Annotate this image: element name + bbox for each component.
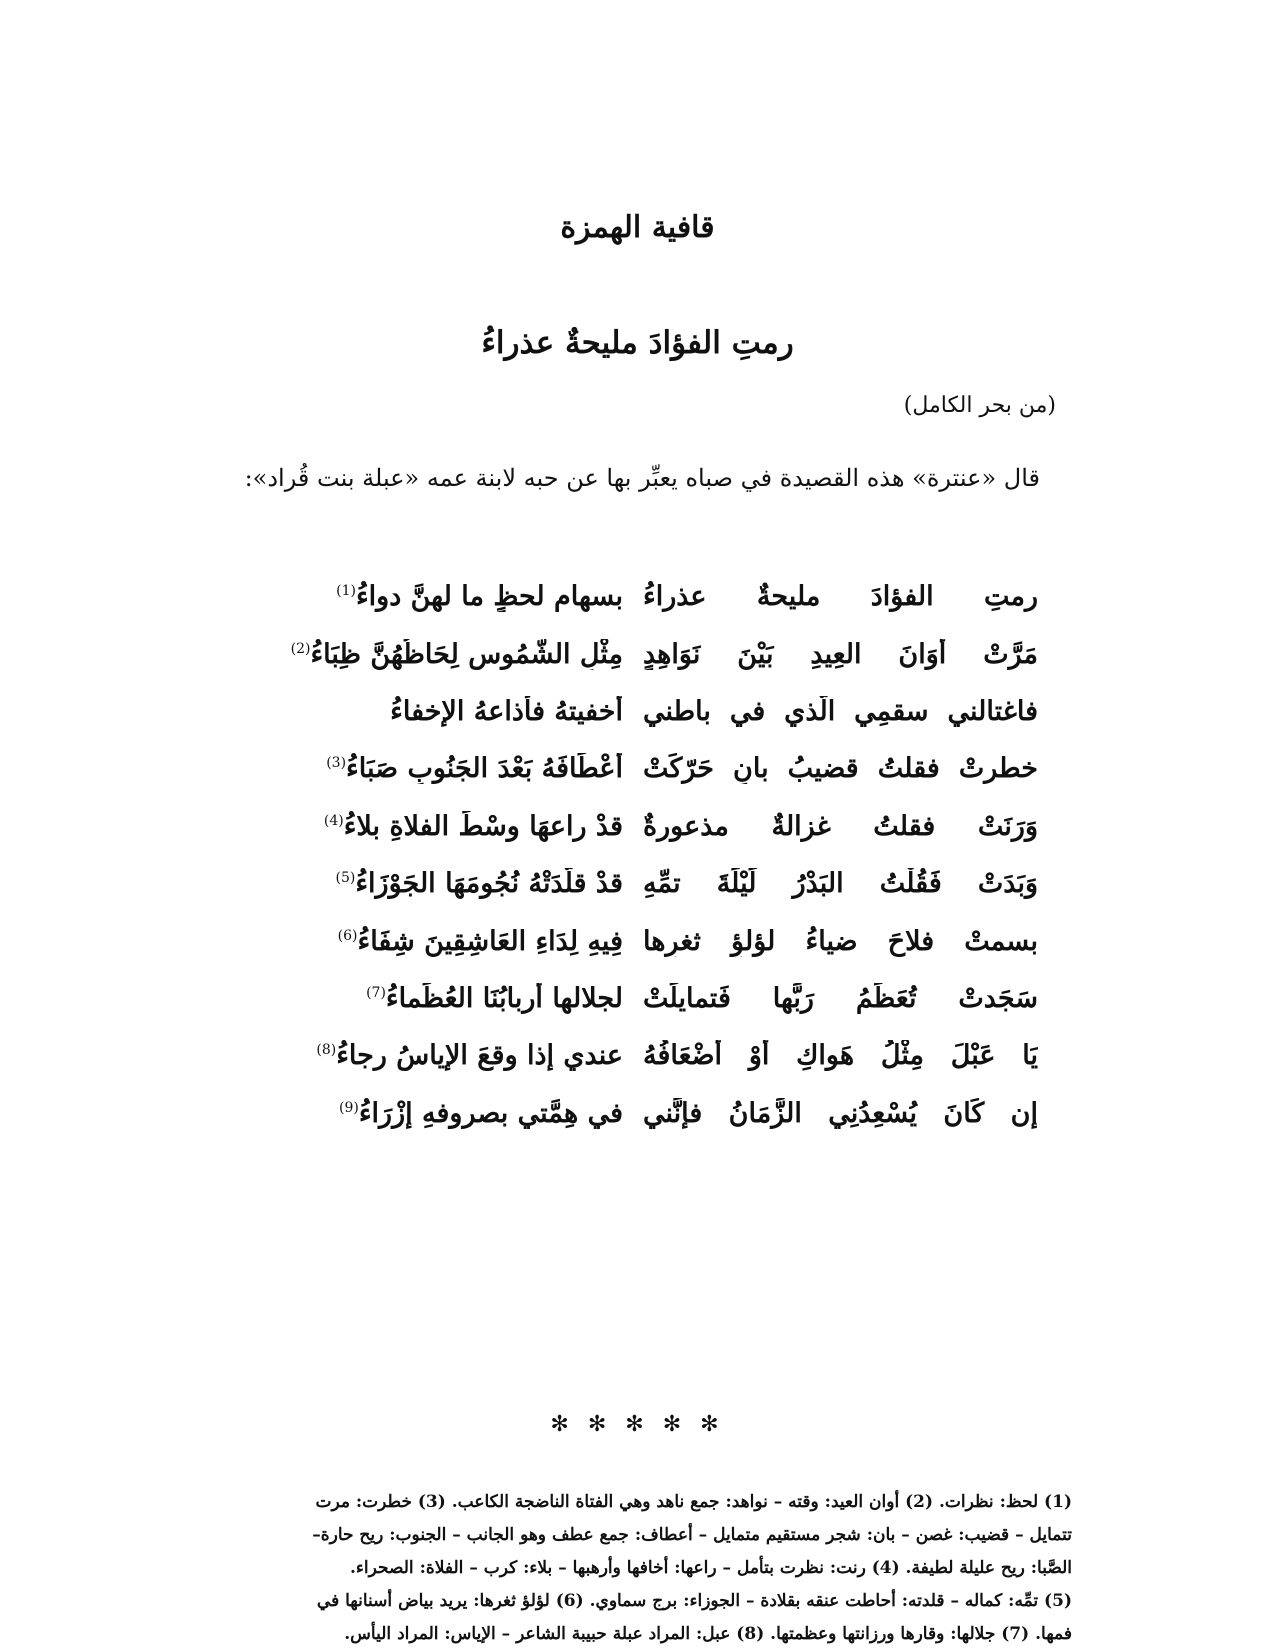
footnote-marker: (4) [323, 812, 344, 829]
verse-line [228, 1027, 1038, 1084]
footnote-line: فمها. (7) جلالها: وقارها ورزانتها وعظمتها. (8) عبل: المراد عبلة حبيبة الشاعر – الإياس: المراد اليأس. [344, 1624, 1072, 1644]
meter-label: (من بحر الكامل) [903, 393, 1056, 418]
verse-first-hemistich: وَرَنَتْ فقلتُ غزالةٌ مذعورةٌ [643, 810, 1038, 842]
footnote-marker: (7) [366, 984, 386, 1001]
verse-first-hemistich: رمتِ الفؤادَ مليحةٌ عذراءُ [643, 581, 1038, 613]
footnote-marker: (5) [335, 870, 356, 887]
intro-paragraph: قال «عنترة» هذه القصيدة في صباه يعبِّر بها عن حبه لابنة عمه «عبلة بنت قُراد»: [244, 464, 1040, 492]
verse-line [228, 683, 1038, 740]
verse-second-text: في هِمَّتي بصروفهِ إزْرَاءُ [358, 1097, 623, 1129]
verse-second-hemistich [228, 753, 623, 784]
poem-verses [228, 568, 1038, 1142]
footnote-line: تتمايل – قضيب: غصن – بان: شجر مستقيم متمايل – أعطاف: جمع عطف وهو الجانب – الجنوب: ريح حارة– [312, 1525, 1072, 1545]
verse-line [228, 855, 1038, 912]
verse-first-hemistich: يَا عَبْلَ مِثْلُ هَواكِ أَوْ أَضْعَافُهُ [643, 1040, 1038, 1072]
verse-line [228, 970, 1038, 1027]
verse-second-hemistich [228, 1040, 623, 1071]
verse-second-hemistich [228, 1098, 623, 1129]
verse-first-hemistich: وَبَدَتْ فَقُلْتُ البَدْرُ لَيْلَةَ تمِّهِ [643, 868, 1038, 900]
verse-second-text: أخفيتهُ فأذاعهُ الإخفاءُ [390, 695, 623, 727]
verse-second-hemistich [228, 639, 623, 670]
footnote-line: (5) تمِّه: كماله – قلدته: أحاطت عنقه بقلادة – الجوزاء: برج سماوي. (6) لؤلؤ ثغرها: يريد بياض أسنانها في [316, 1591, 1072, 1611]
verse-second-hemistich [228, 581, 623, 612]
section-separator: ✻ ✻ ✻ ✻ ✻ [550, 1412, 725, 1437]
verse-second-text: فِيهِ لِدَاءِ العَاشِقِينَ شِفَاءُ [357, 925, 623, 957]
verse-second-text: عندي إذا وقعَ الإياسُ رجاءُ [336, 1040, 623, 1072]
verse-second-text: بسهامِ لحظٍ ما لهنَّ دواءُ [355, 581, 623, 613]
verse-line [228, 625, 1038, 682]
verse-first-hemistich: إن كَانَ يُسْعِدُنِي الزَّمَانُ فإنَّني [643, 1097, 1038, 1129]
verse-line [228, 740, 1038, 797]
verse-first-hemistich: مَرَّتْ أوَانَ العِيدِ بَيْنَ نَوَاهِدٍ [643, 638, 1038, 670]
verse-line [228, 912, 1038, 969]
verse-first-hemistich: خطرتْ فقلتُ قضيبُ بانٍ حَرّكَتْ [643, 753, 1038, 785]
verse-second-hemistich [228, 983, 623, 1014]
verse-first-hemistich: فاغتالني سقمِي الَّذي في باطني [643, 695, 1038, 727]
section-title: قافية الهمزة [560, 210, 715, 245]
verse-second-hemistich [228, 868, 623, 899]
verse-second-text: مِثْلِ الشُّمُوسِ لِحَاظُهُنَّ ظِبَاءُ [310, 638, 623, 670]
verse-second-hemistich [228, 811, 623, 842]
footnote-marker: (1) [336, 583, 356, 600]
footnotes [190, 1486, 1072, 1651]
poem-meter [196, 393, 1056, 418]
poem-title: رمتِ الفؤادَ مليحةٌ عذراءُ [481, 325, 794, 361]
verse-second-hemistich [228, 696, 623, 727]
verse-second-hemistich [228, 926, 623, 957]
footnote-marker: (3) [326, 755, 347, 772]
verse-second-text: لجلالها أربابُنَا العُظَماءُ [385, 982, 623, 1014]
verse-first-hemistich: بسمتْ فلاحَ ضياءُ لؤلؤِ ثغرِها [643, 925, 1038, 957]
footnote-line: (1) لحظ: نظرات. (2) أوان العيد: وقته – نواهد: جمع ناهد وهي الفتاة الناضجة الكاعب. (3) خطرت: مرت [315, 1492, 1072, 1512]
verse-line [228, 1085, 1038, 1142]
footnote-marker: (8) [316, 1042, 337, 1059]
footnote-marker: (2) [290, 640, 311, 657]
verse-second-text: قدْ قلَّدَتْهُ نُجُومَهَا الجَوْزَاءُ [355, 868, 623, 900]
footnote-line: الصَّبا: ريح عليلة لطيفة. (4) رنت: نظرت بتأمل – راعها: أخافها وأرهبها – بلاء: كرب – الفلاة: الصحراء. [350, 1558, 1072, 1578]
verse-line [228, 568, 1038, 625]
verse-first-hemistich: سَجَدتْ تُعَظِّمُ رَبَّها فَتمايلَتْ [643, 982, 1038, 1014]
footnote-marker: (6) [337, 927, 358, 944]
verse-second-text: أعْطَافَهُ بَعْدَ الجَنُوبِ صَبَاءُ [346, 753, 623, 785]
verse-line [228, 798, 1038, 855]
verse-second-text: قدْ راعهَا وسْطَ الفلاةِ بلاءُ [343, 810, 623, 842]
footnote-marker: (9) [339, 1099, 359, 1116]
